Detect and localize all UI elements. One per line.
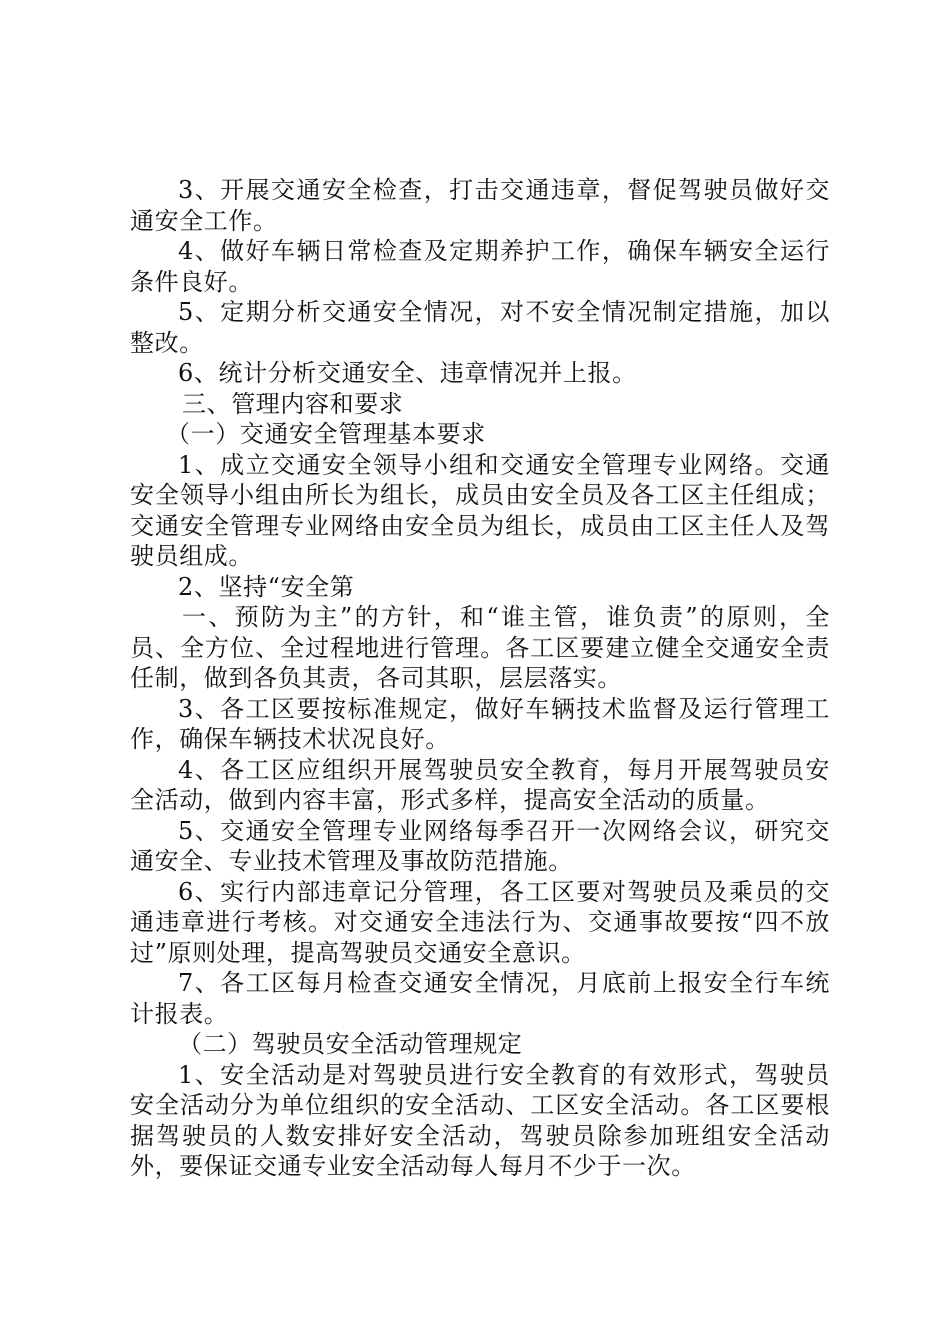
paragraph-requirement-4: 4、各工区应组织开展驾驶员安全教育，每月开展驾驶员安全活动，做到内容丰富，形式多样，提高安全活动的质量。 (130, 755, 830, 814)
paragraph-requirement-7: 7、各工区每月检查交通安全情况，月底前上报安全行车统计报表。 (130, 969, 830, 1028)
paragraph-activity-1: 1、安全活动是对驾驶员进行安全教育的有效形式，驾驶员安全活动分为单位组织的安全活动、工区安全活动。各工区要根据驾驶员的人数安排好安全活动，驾驶员除参加班组安全活动外，要保证交通专业安全活动每人每月不少于一次。 (130, 1060, 830, 1180)
document-body (130, 175, 830, 1182)
section-heading-3: 三、管理内容和要求 (182, 389, 404, 418)
subsection-heading-2: （二）驾驶员安全活动管理规定 (178, 1030, 523, 1058)
paragraph-requirement-6: 6、实行内部违章记分管理，各工区要对驾驶员及乘员的交通违章进行考核。对交通安全违法行为、交通事故要按“四不放过”原则处理，提高驾驶员交通安全意识。 (130, 877, 830, 967)
paragraph-requirement-5: 5、交通安全管理专业网络每季召开一次网络会议，研究交通安全、专业技术管理及事故防范措施。 (130, 816, 830, 875)
subsection-heading-1: （一）交通安全管理基本要求 (166, 420, 486, 448)
paragraph-requirement-1: 1、成立交通安全领导小组和交通安全管理专业网络。交通安全领导小组由所长为组长，成员由安全员及各工区主任组成；交通安全管理专业网络由安全员为组长，成员由工区主任人及驾驶员组成。 (130, 450, 830, 570)
paragraph-item-4: 4、做好车辆日常检查及定期养护工作，确保车辆安全运行条件良好。 (130, 237, 830, 296)
paragraph-requirement-3: 3、各工区要按标准规定，做好车辆技术监督及运行管理工作，确保车辆技术状况良好。 (130, 694, 830, 753)
paragraph-item-5: 5、定期分析交通安全情况，对不安全情况制定措施，加以整改。 (130, 298, 830, 357)
paragraph-item-6: 6、统计分析交通安全、违章情况并上报。 (178, 359, 637, 387)
paragraph-requirement-2b: 一、预防为主”的方针，和“谁主管，谁负责”的原则，全员、全方位、全过程地进行管理。各工区要建立健全交通安全责任制，做到各负其责，各司其职，层层落实。 (130, 603, 830, 692)
paragraph-item-3: 3、开展交通安全检查，打击交通违章，督促驾驶员做好交通安全工作。 (130, 176, 830, 235)
paragraph-requirement-2a: 2、坚持“安全第 (178, 572, 355, 601)
